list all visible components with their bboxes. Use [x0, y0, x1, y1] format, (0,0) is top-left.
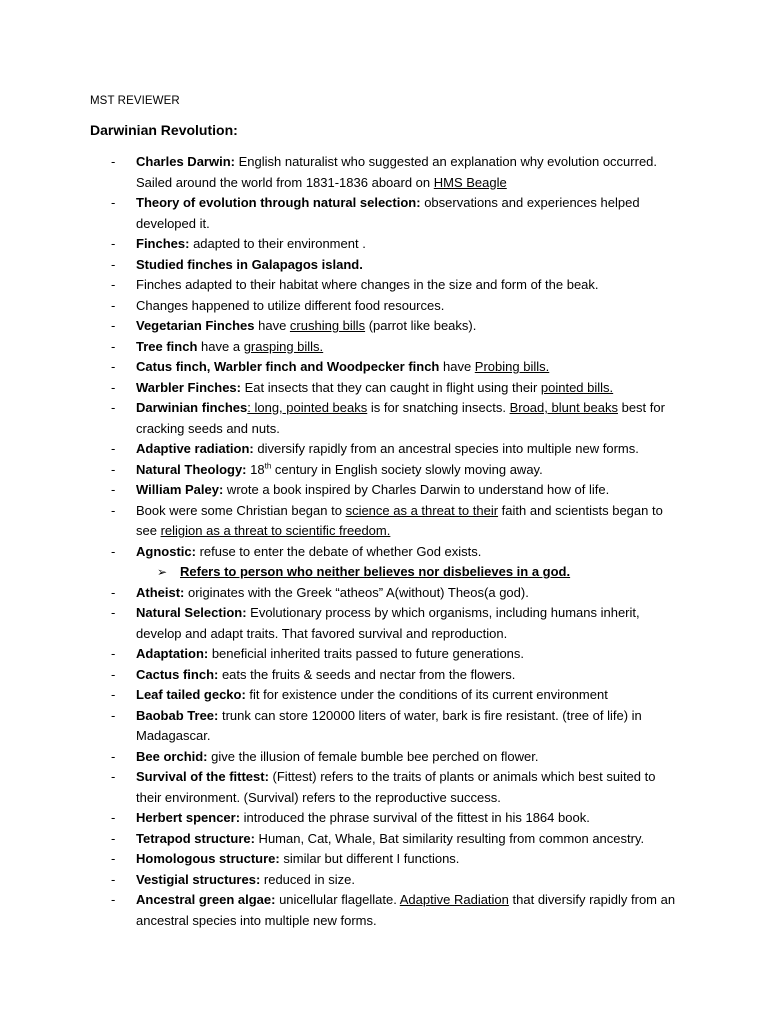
item-term: Homologous structure: [136, 851, 280, 866]
bullet-item [111, 255, 681, 276]
item-text: wrote a book inspired by Charles Darwin to understand how of life. [223, 482, 610, 497]
bullet-item [111, 460, 681, 481]
item-term: Charles Darwin: [136, 154, 235, 169]
bullet-item [111, 644, 681, 665]
bullet-item [111, 706, 681, 747]
item-text: century in English society slowly moving away. [271, 461, 543, 477]
bullet-item [111, 337, 681, 358]
item-term: Theory of evolution through natural selection: [136, 195, 421, 210]
item-text: have [439, 359, 475, 374]
item-term: Adaptation: [136, 646, 209, 661]
dash-bullet: - [111, 584, 116, 600]
item-superscript: th [264, 461, 272, 471]
bullet-item [111, 316, 681, 337]
dash-bullet: - [111, 851, 116, 866]
item-text: unicellular flagellate. [275, 892, 400, 907]
dash-bullet: - [111, 400, 116, 415]
item-text: beneficial inherited traits passed to future generations. [208, 646, 525, 661]
item-term: Cactus finch: [136, 666, 219, 682]
item-term: Leaf tailed gecko: [136, 687, 246, 702]
item-term: Herbert spencer: [136, 810, 241, 825]
item-text: Changes happened to utilize different food resources. [136, 297, 445, 313]
bullet-item [111, 234, 681, 255]
item-underlined: crushing bills [289, 318, 366, 333]
dash-bullet: - [111, 195, 116, 210]
bullet-item [111, 583, 681, 604]
item-text: similar but different I functions. [279, 851, 460, 866]
bullet-list [111, 152, 681, 931]
dash-bullet: - [111, 318, 116, 333]
bullet-item [111, 357, 681, 378]
bullet-item [111, 870, 681, 891]
item-term: Natural Selection: [136, 605, 247, 620]
dash-bullet: - [111, 297, 116, 313]
section-heading: Darwinian Revolution: [90, 122, 238, 138]
item-term: Natural Theology: [136, 461, 247, 477]
item-term: Adaptive radiation: [136, 441, 254, 456]
dash-bullet: - [111, 236, 116, 251]
dash-bullet: - [111, 605, 116, 620]
item-text: diversify rapidly from an ancestral species into multiple new forms. [253, 441, 639, 456]
dash-bullet: - [111, 666, 116, 682]
sub-bullet-item [111, 562, 681, 583]
item-term: Vestigial structures: [136, 871, 261, 887]
item-text: Eat insects that they can caught in flight using their [240, 379, 541, 395]
dash-bullet: - [111, 379, 116, 395]
dash-bullet: - [111, 359, 116, 374]
item-underlined: Probing bills. [474, 359, 550, 374]
item-text: is for snatching insects. [367, 400, 510, 415]
bullet-item [111, 193, 681, 234]
item-text: best for cracking seeds and nuts. [136, 400, 665, 436]
item-text: have [254, 318, 290, 333]
bullet-item [111, 296, 681, 317]
bullet-item [111, 747, 681, 768]
document-title: MST REVIEWER [90, 95, 180, 107]
item-term: Finches: [136, 236, 190, 251]
bullet-item [111, 152, 681, 193]
dash-bullet: - [111, 502, 116, 518]
item-underlined: HMS Beagle [433, 174, 507, 190]
dash-bullet: - [111, 154, 116, 169]
item-text: originates with the Greek “atheos” A(without) Theos(a god). [184, 584, 529, 600]
bullet-item [111, 439, 681, 460]
item-text: reduced in size. [260, 871, 355, 887]
item-text: Book were some Christian began to [136, 502, 346, 518]
bullet-item [111, 808, 681, 829]
item-text: observations and experiences helped developed it. [136, 195, 640, 231]
item-text: (Fittest) refers to the traits of plants or animals which best suited to their environment. (Survival) refers to the reproductive success. [136, 769, 656, 805]
dash-bullet: - [111, 707, 116, 723]
item-term: Baobab Tree: [136, 707, 219, 723]
item-term: Darwinian finches [136, 400, 248, 415]
item-underlined: science as a threat to their [345, 502, 499, 518]
item-term: Ancestral green algae: [136, 892, 276, 907]
item-text: eats the fruits & seeds and nectar from the flowers. [218, 666, 516, 682]
item-text: refuse to enter the debate of whether God exists. [195, 543, 482, 559]
bullet-item [111, 501, 681, 542]
item-underlined: pointed bills. [540, 379, 614, 395]
item-underlined: : long, pointed beaks [247, 400, 368, 415]
item-term: William Paley: [136, 482, 224, 497]
dash-bullet: - [111, 830, 116, 846]
item-term: Agnostic: [136, 543, 196, 559]
item-term: Catus finch, Warbler finch and Woodpecker finch [136, 359, 440, 374]
item-text: that diversify rapidly from an ancestral species into multiple new forms. [136, 892, 676, 928]
arrow-bullet-icon: ➢ [157, 565, 168, 579]
dash-bullet: - [111, 892, 116, 907]
dash-bullet: - [111, 461, 116, 477]
dash-bullet: - [111, 277, 116, 292]
bullet-item [111, 665, 681, 686]
bullet-item [111, 890, 681, 931]
bullet-item [111, 767, 681, 808]
bullet-item [111, 480, 681, 501]
item-text: adapted to their environment . [189, 236, 366, 251]
item-term: Vegetarian Finches [136, 318, 255, 333]
dash-bullet: - [111, 543, 116, 559]
dash-bullet: - [111, 338, 116, 354]
item-underlined: religion as a threat to scientific freedom. [160, 523, 391, 538]
dash-bullet: - [111, 769, 116, 784]
item-text: Finches adapted to their habitat where changes in the size and form of the beak. [136, 277, 599, 292]
dash-bullet: - [111, 810, 116, 825]
item-text: trunk can store 120000 liters of water, bark is fire resistant. (tree of life) in Madagascar. [136, 707, 642, 743]
bullet-item [111, 275, 681, 296]
item-term: Tetrapod structure: [136, 830, 255, 846]
item-text: fit for existence under the conditions of its current environment [245, 687, 608, 702]
dash-bullet: - [111, 748, 116, 764]
item-text: introduced the phrase survival of the fittest in his 1864 book. [240, 810, 590, 825]
item-underlined: Broad, blunt beaks [509, 400, 618, 415]
item-term: Studied finches in Galapagos island. [136, 256, 363, 272]
dash-bullet: - [111, 441, 116, 456]
item-term: Warbler Finches: [136, 379, 241, 395]
sub-item-text: Refers to person who neither believes nor disbelieves in a god. [180, 564, 571, 579]
bullet-item [111, 829, 681, 850]
bullet-item [111, 378, 681, 399]
bullet-item [111, 685, 681, 706]
item-text: faith and scientists began to see [136, 502, 663, 538]
item-term: Atheist: [136, 584, 185, 600]
item-text: have a [197, 338, 244, 354]
item-text: Evolutionary process by which organisms, including humans inherit, develop and adapt traits. That favored survival and reproduction. [136, 605, 640, 641]
item-underlined: grasping bills. [243, 338, 324, 354]
bullet-item [111, 398, 681, 439]
item-underlined: Adaptive Radiation [399, 892, 509, 907]
bullet-item [111, 542, 681, 563]
dash-bullet: - [111, 482, 116, 497]
item-term: Survival of the fittest: [136, 769, 269, 784]
bullet-item [111, 603, 681, 644]
item-term: Bee orchid: [136, 748, 208, 764]
bullet-item [111, 849, 681, 870]
item-term: Tree finch [136, 338, 198, 354]
dash-bullet: - [111, 646, 116, 661]
item-text: English naturalist who suggested an explanation why evolution occurred. Sailed around the world from 1831-1836 aboard on [136, 154, 658, 190]
item-text: (parrot like beaks). [365, 318, 477, 333]
item-text: give the illusion of female bumble bee perched on flower. [207, 748, 539, 764]
dash-bullet: - [111, 871, 116, 887]
item-text: 18 [246, 461, 265, 477]
dash-bullet: - [111, 687, 116, 702]
dash-bullet: - [111, 256, 116, 272]
item-text: Human, Cat, Whale, Bat similarity resulting from common ancestry. [254, 830, 645, 846]
